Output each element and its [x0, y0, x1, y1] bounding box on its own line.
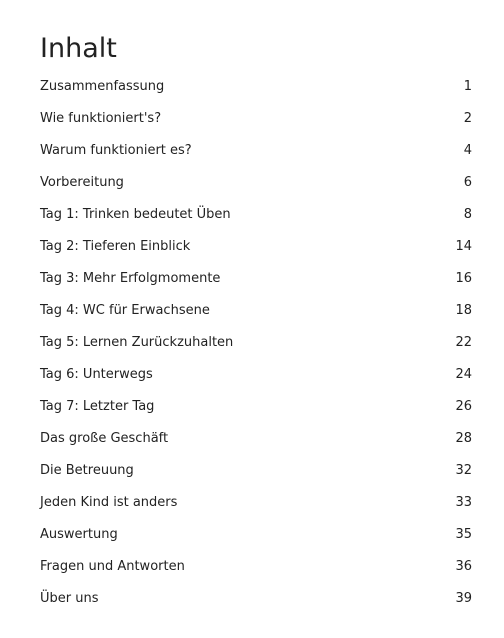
toc-entry-page-number: 33 [455, 494, 472, 510]
toc-entry-page-number: 24 [455, 366, 472, 382]
toc-entry-label: Wie funktioniert's? [40, 110, 162, 126]
toc-entry-page-number: 6 [463, 174, 472, 190]
toc-entry-label: Tag 2: Tieferen Einblick [40, 238, 191, 254]
toc-entry-label: Das große Geschäft [40, 430, 169, 446]
toc-entry-page-number: 22 [455, 334, 472, 350]
toc-list [40, 70, 472, 614]
toc-entry-label: Warum funktioniert es? [40, 142, 192, 158]
toc-entry-page-number: 18 [455, 302, 472, 318]
toc-entry-page-number: 32 [455, 462, 472, 478]
page-title: Inhalt [40, 33, 117, 64]
toc-entry-page-number: 28 [455, 430, 472, 446]
toc-entry[interactable] [40, 102, 472, 134]
toc-entry-page-number: 8 [463, 206, 472, 222]
toc-entry[interactable] [40, 518, 472, 550]
toc-entry[interactable] [40, 294, 472, 326]
toc-entry[interactable] [40, 70, 472, 102]
toc-entry[interactable] [40, 262, 472, 294]
toc-entry[interactable] [40, 230, 472, 262]
toc-entry-label: Tag 7: Letzter Tag [40, 398, 155, 414]
toc-entry-label: Zusammenfassung [40, 78, 165, 94]
toc-entry-label: Vorbereitung [40, 174, 124, 190]
toc-entry[interactable] [40, 422, 472, 454]
toc-entry-page-number: 35 [455, 526, 472, 542]
toc-entry-page-number: 2 [463, 110, 472, 126]
toc-entry-label: Jeden Kind ist anders [40, 494, 178, 510]
toc-entry[interactable] [40, 486, 472, 518]
toc-entry[interactable] [40, 582, 472, 614]
toc-entry-label: Tag 3: Mehr Erfolgmomente [40, 270, 221, 286]
toc-entry[interactable] [40, 358, 472, 390]
toc-entry-label: Tag 1: Trinken bedeutet Üben [40, 206, 231, 222]
toc-entry-page-number: 14 [455, 238, 472, 254]
toc-entry[interactable] [40, 198, 472, 230]
toc-entry-label: Tag 6: Unterwegs [40, 366, 153, 382]
toc-entry-page-number: 26 [455, 398, 472, 414]
toc-entry-page-number: 39 [455, 590, 472, 606]
toc-entry-label: Fragen und Antworten [40, 558, 185, 574]
toc-entry[interactable] [40, 454, 472, 486]
toc-entry[interactable] [40, 166, 472, 198]
toc-entry-page-number: 1 [463, 78, 472, 94]
toc-entry[interactable] [40, 550, 472, 582]
toc-entry-label: Tag 5: Lernen Zurückzuhalten [40, 334, 234, 350]
toc-entry[interactable] [40, 134, 472, 166]
toc-entry[interactable] [40, 390, 472, 422]
toc-entry[interactable] [40, 326, 472, 358]
toc-entry-label: Über uns [40, 590, 99, 606]
toc-entry-label: Tag 4: WC für Erwachsene [40, 302, 210, 318]
toc-entry-page-number: 16 [455, 270, 472, 286]
toc-entry-label: Die Betreuung [40, 462, 134, 478]
toc-entry-page-number: 36 [455, 558, 472, 574]
toc-entry-page-number: 4 [463, 142, 472, 158]
toc-entry-label: Auswertung [40, 526, 118, 542]
